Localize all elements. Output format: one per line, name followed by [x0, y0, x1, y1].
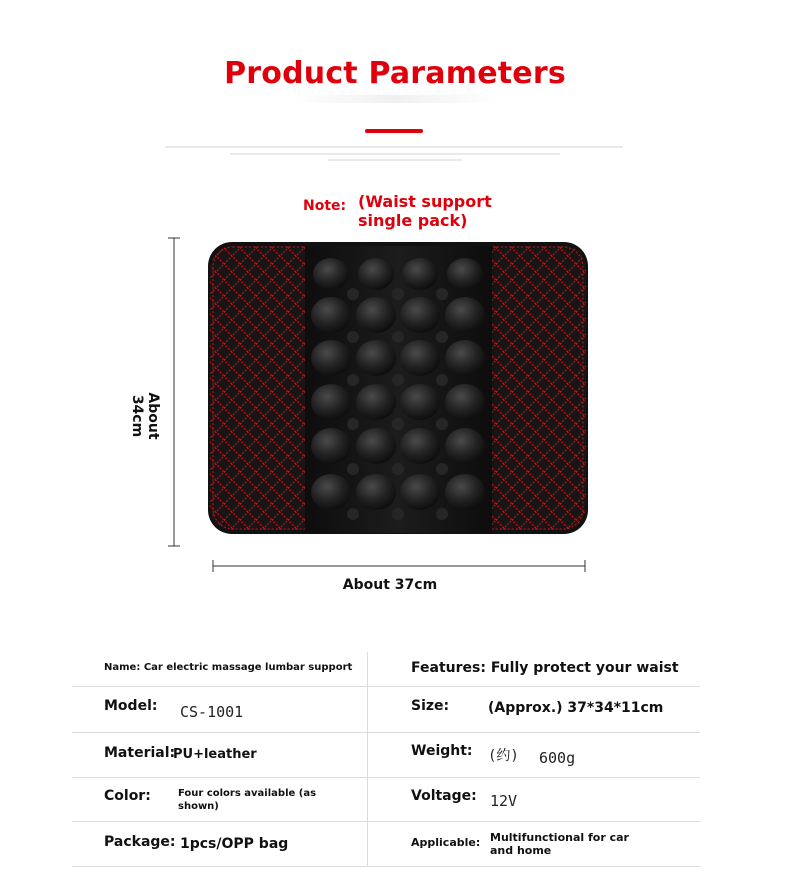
- package-value: 1pcs/OPP bag: [180, 836, 289, 852]
- weight-label: Weight:: [411, 743, 473, 759]
- table-row: [72, 822, 700, 867]
- page-title: Product Parameters: [224, 56, 566, 91]
- height-dimension-label: About 34cm: [129, 392, 161, 440]
- applicable-label: Applicable:: [411, 836, 481, 849]
- weight-prefix: (约): [488, 748, 519, 764]
- material-label: Material:: [104, 745, 176, 761]
- size-label: Size:: [411, 698, 450, 714]
- height-dimension-line: [168, 238, 180, 546]
- applicable-value: Multifunctional for car and home: [490, 831, 629, 857]
- color-label: Color:: [104, 788, 151, 804]
- voltage-label: Voltage:: [411, 788, 477, 804]
- voltage-value: 12V: [490, 792, 518, 810]
- model-label: Model:: [104, 698, 158, 714]
- model-value: CS-1001: [180, 703, 244, 721]
- color-value: Four colors available (as shown): [178, 788, 317, 812]
- table-row: [72, 778, 700, 822]
- table-row: [72, 733, 700, 778]
- size-value: (Approx.) 37*34*11cm: [488, 700, 664, 716]
- width-dimension-label: About 37cm: [342, 577, 438, 593]
- weight-value: 600g: [539, 749, 576, 767]
- note-text: (Waist support single pack): [358, 192, 492, 230]
- package-label: Package:: [104, 834, 176, 850]
- name-value: Car electric massage lumbar support: [143, 662, 353, 673]
- features-label: Features:: [411, 660, 486, 676]
- material-value: PU+leather: [173, 747, 257, 762]
- note-label: Note:: [303, 198, 347, 214]
- table-row: [72, 687, 700, 733]
- table-row: [72, 652, 700, 687]
- features-value: Fully protect your waist: [490, 660, 679, 676]
- name-label: Name:: [104, 662, 141, 673]
- width-dimension-line: [213, 560, 585, 572]
